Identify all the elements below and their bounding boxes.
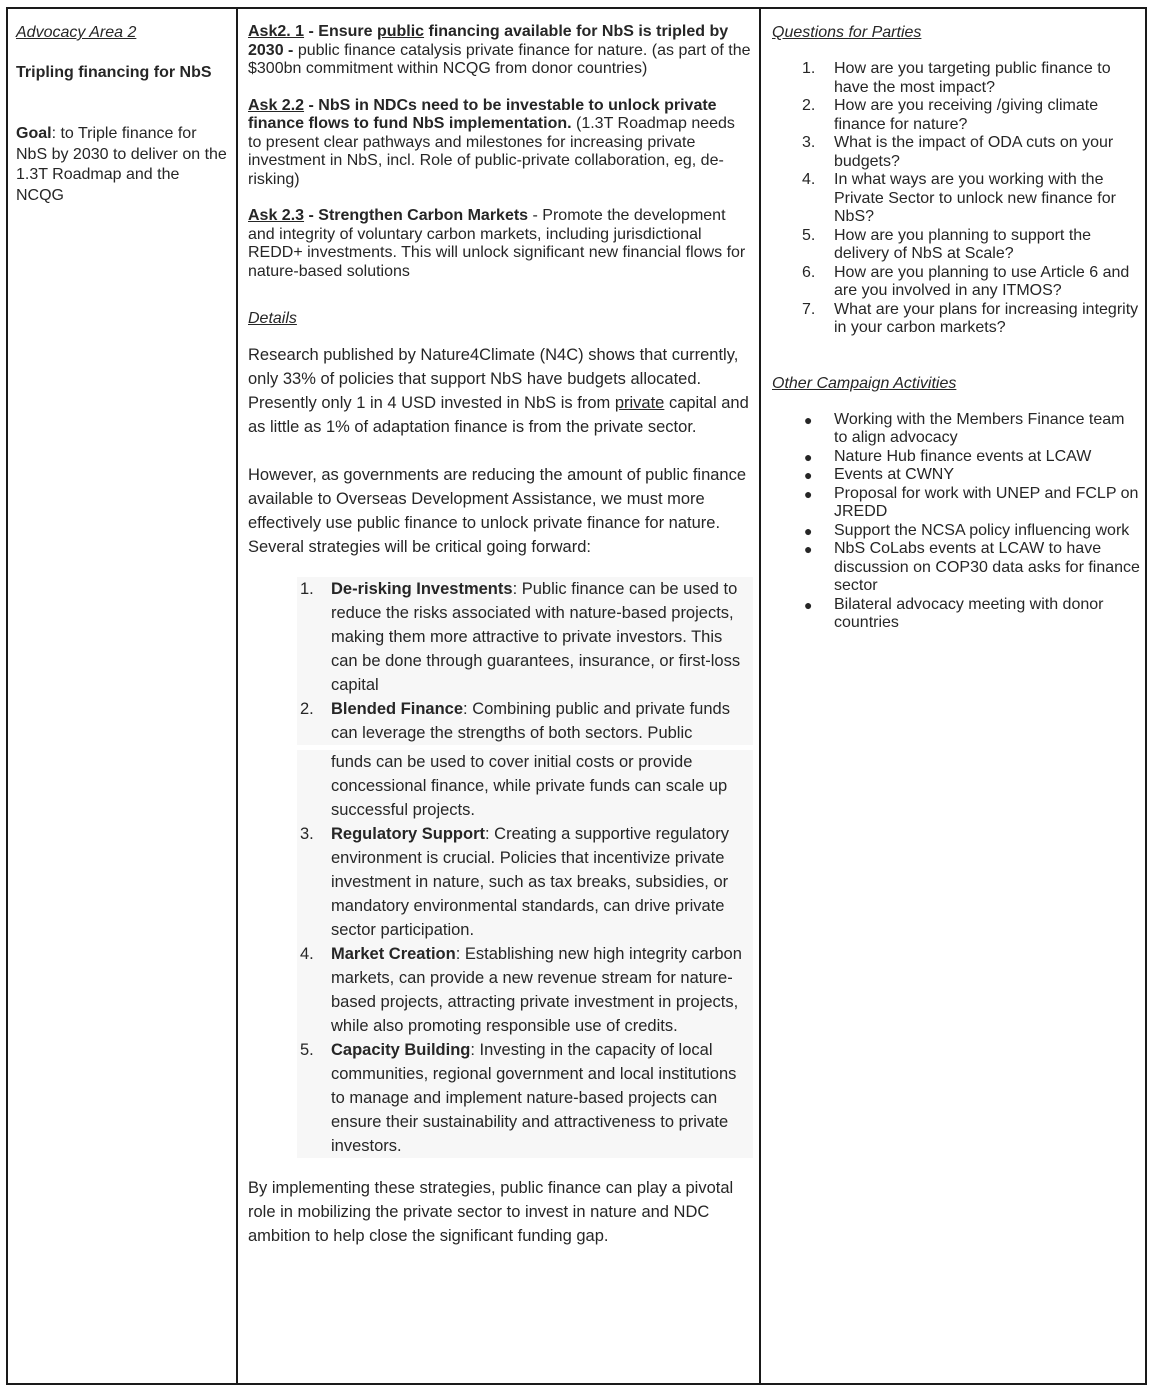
activity-item <box>772 411 1141 448</box>
question-text: In what ways are you working with the Private Sector to unlock new finance for NbS? <box>834 171 1116 225</box>
activities-list <box>772 411 1141 633</box>
item-number: 2. <box>802 97 816 114</box>
question-item <box>772 264 1141 301</box>
advocacy-area-heading: Advocacy Area 2 <box>16 24 137 41</box>
strategy-item <box>297 822 747 942</box>
conclusion-paragraph: By implementing these strategies, public finance can play a pivotal role in mobilizing the private sector to invest in nature and NDC ambition to help close the significant funding gap. <box>248 1179 734 1245</box>
activity-text: Proposal for work with UNEP and FCLP on JREDD <box>834 484 1139 520</box>
item-number: 1. <box>300 580 314 598</box>
activity-text: Bilateral advocacy meeting with donor countries <box>834 595 1104 631</box>
strategy-item <box>297 942 747 1038</box>
bullet-icon: ● <box>804 522 813 539</box>
bullet-icon: ● <box>804 596 813 613</box>
strategy-text: funds can be used to cover initial costs or provide concessional finance, while private funds can scale up successful projects. <box>331 753 728 819</box>
ask-text: (1.3T Roadmap needs to present clear pathways and milestones for increasing private investment in NbS, incl. Role of public-private collaboration, eg, de-risking) <box>248 115 735 188</box>
question-item <box>772 301 1141 338</box>
ask-text: public finance catalysis private finance for nature. (as part of the $300bn commitment within NCQG from donor countries) <box>248 41 751 77</box>
ask-id: Ask2. 1 <box>248 23 305 40</box>
strategy-item <box>297 1038 747 1158</box>
bullet-icon: ● <box>804 467 813 483</box>
strategy-item <box>297 697 747 745</box>
strategy-item-continued <box>297 750 747 822</box>
question-text: What are your plans for increasing integrity in your carbon markets? <box>834 300 1139 336</box>
advocacy-area-title: Tripling financing for NbS <box>16 64 212 81</box>
activity-item <box>772 466 1141 485</box>
strategy-text: : Public finance can be used to reduce the risks associated with nature-based projects, making them more attractive to private investors. This can be done through guarantees, insurance, or first-loss capital <box>331 580 741 694</box>
activity-item <box>772 522 1141 541</box>
questions-column <box>761 9 1147 1383</box>
details-paragraph-1 <box>248 343 751 439</box>
paragraph-text: Research published by Nature4Climate (N4C) shows that currently, only 33% of policies that support NbS have budgets allocated. Presently only 1 in 4 USD invested in NbS is from <box>248 346 739 412</box>
ask-2-3 <box>248 207 751 281</box>
item-number: 2. <box>300 700 314 718</box>
strategy-text: : Establishing new high integrity carbon markets, can provide a new revenue stream for nature-based projects, attracting private investment in projects, while also promoting responsible use of credits. <box>331 945 742 1035</box>
goal-label: Goal <box>16 125 52 142</box>
item-number: 3. <box>300 825 314 843</box>
goal-text: : to Triple finance for NbS by 2030 to deliver on the 1.3T Roadmap and the NCQG <box>16 125 227 204</box>
questions-list <box>772 60 1141 338</box>
item-number: 4. <box>300 945 314 963</box>
details-paragraph-2: However, as governments are reducing the amount of public finance available to Overseas Development Assistance, we must more effectively use public finance to unlock private finance for nature. Several strategies will be critical going forward: <box>248 466 747 556</box>
activity-text: Nature Hub finance events at LCAW <box>834 447 1092 465</box>
ask-bold-underlined: public <box>376 23 425 40</box>
ask-2-1 <box>248 23 751 79</box>
question-text: How are you planning to support the delivery of NbS at Scale? <box>834 226 1092 262</box>
ask-bold: financing available for NbS is tripled by 2030 - <box>248 23 729 59</box>
question-text: What is the impact of ODA cuts on your budgets? <box>834 134 1114 170</box>
item-number: 6. <box>802 263 816 281</box>
activity-text: Events at CWNY <box>834 466 955 483</box>
advocacy-table <box>6 7 1147 1385</box>
ask-bold: - NbS in NDCs need to be investable to unlock private finance flows to fund NbS implementation. <box>248 96 717 132</box>
strategy-text: : Creating a supportive regulatory environment is crucial. Policies that incentivize private investment in nature, such as tax breaks, subsidies, or mandatory environmental standards, can drive private sector participation. <box>331 825 729 939</box>
strategy-title: Regulatory Support <box>331 825 486 843</box>
question-item <box>772 97 1141 134</box>
activity-text: NbS CoLabs events at LCAW to have discussion on COP30 data asks for finance sector <box>834 540 1140 594</box>
item-number: 3. <box>802 134 816 151</box>
details-heading: Details <box>248 310 297 327</box>
ask-bold: - Strengthen Carbon Markets <box>304 207 529 224</box>
item-number: 5. <box>802 226 816 244</box>
ask-bold: - Ensure <box>304 23 377 40</box>
item-number: 1. <box>802 60 816 77</box>
activity-item <box>772 485 1141 522</box>
ask-text: - Promote the development and integrity of voluntary carbon markets, including jurisdictional REDD+ investments. This will unlock significant new financial flows for nature-based solutions <box>248 207 746 280</box>
question-text: How are you receiving /giving climate finance for nature? <box>834 97 1099 133</box>
bullet-icon: ● <box>804 411 813 428</box>
activity-text: Working with the Members Finance team to align advocacy <box>834 410 1125 446</box>
activities-heading: Other Campaign Activities <box>772 374 957 392</box>
advocacy-area-column <box>8 9 236 1383</box>
bullet-icon: ● <box>804 541 813 557</box>
bullet-icon: ● <box>804 448 813 465</box>
strategy-text: : Combining public and private funds can leverage the strengths of both sectors. Public <box>331 700 730 742</box>
question-text: How are you targeting public finance to have the most impact? <box>834 60 1111 96</box>
strategy-title: Capacity Building <box>331 1041 471 1059</box>
item-number: 4. <box>802 171 816 188</box>
question-item <box>772 60 1141 97</box>
strategies-list <box>297 577 753 1158</box>
question-item <box>772 171 1141 227</box>
goal-statement <box>16 124 228 206</box>
activity-item <box>772 448 1141 467</box>
question-text: How are you planning to use Article 6 and are you involved in any ITMOS? <box>834 263 1130 299</box>
activity-item <box>772 540 1141 596</box>
activity-text: Support the NCSA policy influencing work <box>834 521 1130 539</box>
paragraph-underlined: private <box>614 394 665 412</box>
ask-2-2 <box>248 97 751 190</box>
asks-column <box>238 9 759 1383</box>
paragraph-text: capital and as little as 1% of adaptation finance is from the private sector. <box>248 394 749 436</box>
ask-id: Ask 2.3 <box>248 207 305 224</box>
question-item <box>772 227 1141 264</box>
strategy-text: : Investing in the capacity of local communities, regional government and local institutions to manage and implement nature-based projects can ensure their sustainability and attractiveness to private investors. <box>331 1041 737 1155</box>
activity-item <box>772 596 1141 633</box>
strategy-title: De-risking Investments <box>331 580 513 598</box>
strategy-title: Market Creation <box>331 945 456 963</box>
question-item <box>772 134 1141 171</box>
strategy-item <box>297 577 747 697</box>
questions-heading: Questions for Parties <box>772 24 922 41</box>
bullet-icon: ● <box>804 485 813 502</box>
ask-id: Ask 2.2 <box>248 96 305 114</box>
item-number: 5. <box>300 1041 314 1059</box>
strategy-title: Blended Finance <box>331 700 464 718</box>
item-number: 7. <box>802 300 816 318</box>
